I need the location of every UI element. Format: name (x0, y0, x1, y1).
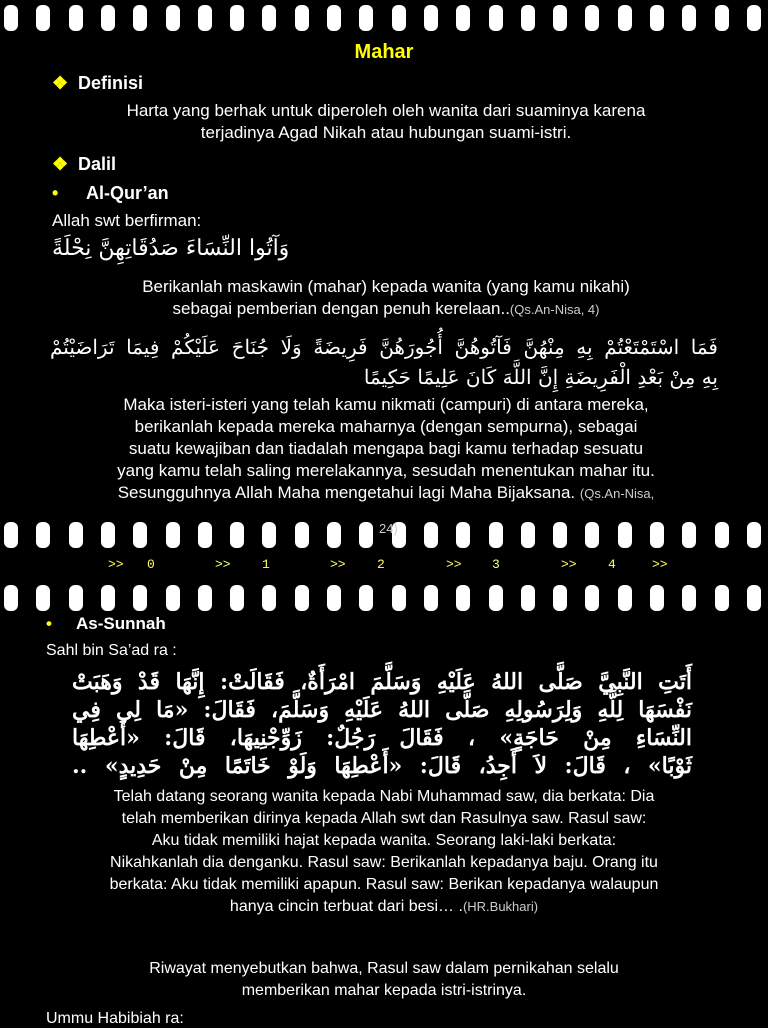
hadith-narrator: Sahl bin Sa’ad ra : (46, 642, 177, 659)
sprocket-hole (262, 522, 276, 548)
ayat2-arabic-line: فَمَا اسْتَمْتَعْتُمْ بِهِ مِنْهُنَّ فَآتُوهُنَّ أُجُورَهُنَّ فَرِيضَةً وَلَا جُنَاحَ عَلَيْكُمْ فِيمَا تَرَاضَيْتُمْ (50, 335, 718, 359)
sprocket-hole (715, 585, 729, 611)
sprocket-hole (392, 5, 406, 31)
dot-bullet-icon: • (52, 183, 59, 203)
sprocket-hole (166, 585, 180, 611)
hadith-line: Telah datang seorang wanita kepada Nabi Muhammad saw, dia berkata: Dia (113, 788, 655, 805)
sprocket-hole (747, 585, 761, 611)
sprocket-hole (69, 5, 83, 31)
ayat1-translation (40, 276, 732, 321)
sprocket-hole (747, 5, 761, 31)
sprocket-hole (133, 522, 147, 548)
sprocket-hole (424, 585, 438, 611)
sprocket-hole (295, 522, 309, 548)
sprocket-hole (101, 585, 115, 611)
sprocket-hole (262, 585, 276, 611)
sprocket-hole (359, 5, 373, 31)
sprocket-hole (456, 522, 470, 548)
hadith-arabic-line: أَتَتِ النَّبِيَّ صَلَّى اللهُ عَلَيْهِ وَسَلَّمَ امْرَأَةٌ، فَقَالَتْ: إِنَّهَا قَدْ وَهَبَتْ (72, 669, 692, 695)
sprocket-hole (715, 522, 729, 548)
sprocket-hole (521, 522, 535, 548)
sprocket-hole (36, 5, 50, 31)
sprocket-hole (650, 5, 664, 31)
sprocket-hole (682, 585, 696, 611)
sprocket-hole (392, 585, 406, 611)
sprocket-hole (133, 585, 147, 611)
riwayat-line: memberikan mahar kepada istri-istrinya. (241, 982, 527, 999)
ayat2-line: suatu kewajiban dan tiadalah mengapa bagi kamu terhadap sesuatu (128, 439, 644, 458)
sprocket-hole (230, 585, 244, 611)
sprocket-hole (489, 585, 503, 611)
nav-slide-3[interactable]: 3 (492, 557, 500, 572)
slide-navigation (0, 557, 768, 579)
hadith-source: (HR.Bukhari) (462, 899, 539, 914)
sprocket-hole (359, 522, 373, 548)
sprocket-hole (521, 5, 535, 31)
ummu-habibiah: Ummu Habibiah ra: (46, 1010, 184, 1027)
ayat1-line (40, 298, 732, 321)
sprocket-hole (327, 522, 341, 548)
nav-slide-2[interactable]: 2 (377, 557, 385, 572)
sprocket-hole (69, 585, 83, 611)
ayat2-arabic-line: بِهِ مِنْ بَعْدِ الْفَرِيضَةِ إِنَّ اللَّهَ كَانَ عَلِيمًا حَكِيمًا (363, 365, 718, 389)
sprocket-hole (585, 5, 599, 31)
sprocket-hole (585, 585, 599, 611)
ayat1-line-text: sebagai pemberian dengan penuh kerelaan.. (172, 299, 510, 318)
film-strip-top (0, 3, 768, 33)
film-strip-middle-bottom (0, 583, 768, 613)
sprocket-hole (650, 585, 664, 611)
sprocket-hole (101, 5, 115, 31)
sprocket-hole (553, 522, 567, 548)
ayat2-translation (30, 394, 742, 505)
sprocket-hole (327, 585, 341, 611)
definisi-line: Harta yang berhak untuk diperoleh oleh wanita dari suaminya karena (126, 101, 646, 120)
nav-arrow[interactable]: >> (561, 557, 577, 572)
bullet-definisi (52, 73, 143, 94)
ayat2-line (30, 482, 742, 505)
dot-bullet-icon: • (46, 614, 52, 633)
hadith-line: Aku tidak memiliki hajat kepada wanita. Seorang laki-laki berkata: (151, 832, 617, 849)
sprocket-hole (747, 522, 761, 548)
ayat2-source-cut: 24) (379, 521, 398, 536)
hadith-arabic (72, 668, 692, 780)
hadith-line (20, 896, 748, 918)
quran-label: Al-Qur’an (86, 183, 169, 203)
sprocket-hole (133, 5, 147, 31)
definisi-label: Definisi (78, 73, 144, 93)
sprocket-hole (166, 5, 180, 31)
sprocket-hole (553, 585, 567, 611)
hadith-arabic-line: النِّسَاءِ مِنْ حَاجَةٍ» ، فَقَالَ رَجُلٌ: زَوِّجْنِيهَا، قَالَ: «أَعْطِهَا (72, 725, 692, 751)
nav-slide-4[interactable]: 4 (608, 557, 616, 572)
sprocket-hole (327, 5, 341, 31)
ayat2-line: yang kamu telah saling merelakannya, sesudah menentukan mahar itu. (117, 461, 655, 480)
sprocket-hole (198, 5, 212, 31)
sprocket-hole (618, 585, 632, 611)
diamond-bullet-icon: ❖ (52, 154, 69, 174)
hadith-arabic-line: ثَوْبًا» ، قَالَ: لاَ أَجِدُ، قَالَ: «أَعْطِهَا وَلَوْ خَاتَمًا مِنْ حَدِيدٍ» .. (72, 753, 692, 779)
sprocket-hole (198, 585, 212, 611)
sprocket-hole (4, 5, 18, 31)
hadith-translation (20, 786, 748, 918)
sprocket-hole (36, 585, 50, 611)
sprocket-hole (230, 5, 244, 31)
ayat2-line: Maka isteri-isteri yang telah kamu nikmati (campuri) di antara mereka, (123, 395, 649, 414)
definisi-text (40, 100, 732, 144)
dalil-label: Dalil (78, 154, 117, 174)
nav-slide-0[interactable]: 0 (147, 557, 155, 572)
nav-slide-1[interactable]: 1 (262, 557, 270, 572)
ayat2-line-text: Sesungguhnya Allah Maha mengetahui lagi Maha Bijaksana. (117, 483, 576, 502)
sprocket-hole (424, 522, 438, 548)
allah-berfirman: Allah swt berfirman: (52, 211, 202, 230)
hadith-arabic-line: نَفْسَهَا لِلَّهِ وَلِرَسُولِهِ صَلَّى اللهُ عَلَيْهِ وَسَلَّمَ، فَقَالَ: «مَا لِي فِي (72, 697, 692, 723)
sprocket-hole (295, 5, 309, 31)
hadith-line: Nikahkanlah dia denganku. Rasul saw: Berikanlah kepadanya baju. Orang itu (110, 854, 658, 871)
slide-title: Mahar (354, 41, 414, 63)
sprocket-hole (4, 522, 18, 548)
sunnah-label: As-Sunnah (76, 614, 166, 633)
nav-arrow[interactable]: >> (652, 557, 668, 572)
sprocket-hole (682, 522, 696, 548)
sprocket-hole (489, 522, 503, 548)
sprocket-hole (262, 5, 276, 31)
hadith-line: telah memberikan dirinya kepada Allah swt dan Rasulnya saw. Rasul saw: (121, 810, 647, 827)
sprocket-hole (424, 5, 438, 31)
ayat1-line: Berikanlah maskawin (mahar) kepada wanita (yang kamu nikahi) (142, 277, 630, 296)
sprocket-hole (553, 5, 567, 31)
bullet-sunnah (46, 614, 166, 634)
definisi-line: terjadinya Agad Nikah atau hubungan suami-istri. (200, 123, 572, 142)
hadith-line-text: hanya cincin terbuat dari besi… . (229, 898, 463, 915)
sprocket-hole (585, 522, 599, 548)
nav-arrow[interactable]: >> (446, 557, 462, 572)
sprocket-hole (230, 522, 244, 548)
bullet-dalil (52, 154, 116, 175)
ayat1-arabic: وَآتُوا النِّسَاءَ صَدُقَاتِهِنَّ نِحْلَةً (52, 236, 290, 261)
sprocket-hole (36, 522, 50, 548)
diamond-bullet-icon: ❖ (52, 73, 69, 93)
sprocket-hole (166, 522, 180, 548)
sprocket-hole (295, 585, 309, 611)
sprocket-hole (618, 522, 632, 548)
hadith-line: berkata: Aku tidak memiliki apapun. Rasul saw: Berikan kepadanya walaupun (109, 876, 659, 893)
sprocket-hole (650, 522, 664, 548)
sprocket-hole (4, 585, 18, 611)
ayat1-source: (Qs.An-Nisa, 4) (509, 302, 600, 317)
sprocket-hole (456, 5, 470, 31)
sprocket-hole (715, 5, 729, 31)
sprocket-hole (618, 5, 632, 31)
sprocket-hole (198, 522, 212, 548)
sprocket-hole (521, 585, 535, 611)
sprocket-hole (69, 522, 83, 548)
ayat2-source: (Qs.An-Nisa, (579, 486, 655, 501)
sprocket-hole (359, 585, 373, 611)
sprocket-hole (456, 585, 470, 611)
sprocket-hole (682, 5, 696, 31)
sprocket-hole (489, 5, 503, 31)
nav-arrow[interactable]: >> (215, 557, 231, 572)
sprocket-hole (101, 522, 115, 548)
nav-arrow[interactable]: >> (108, 557, 124, 572)
riwayat-text (40, 958, 728, 1002)
ayat2-line: berikanlah kepada mereka maharnya (dengan sempurna), sebagai (134, 417, 638, 436)
riwayat-line: Riwayat menyebutkan bahwa, Rasul saw dalam pernikahan selalu (149, 960, 619, 977)
ayat2-arabic (50, 332, 718, 392)
nav-arrow[interactable]: >> (330, 557, 346, 572)
bullet-quran (52, 183, 169, 204)
